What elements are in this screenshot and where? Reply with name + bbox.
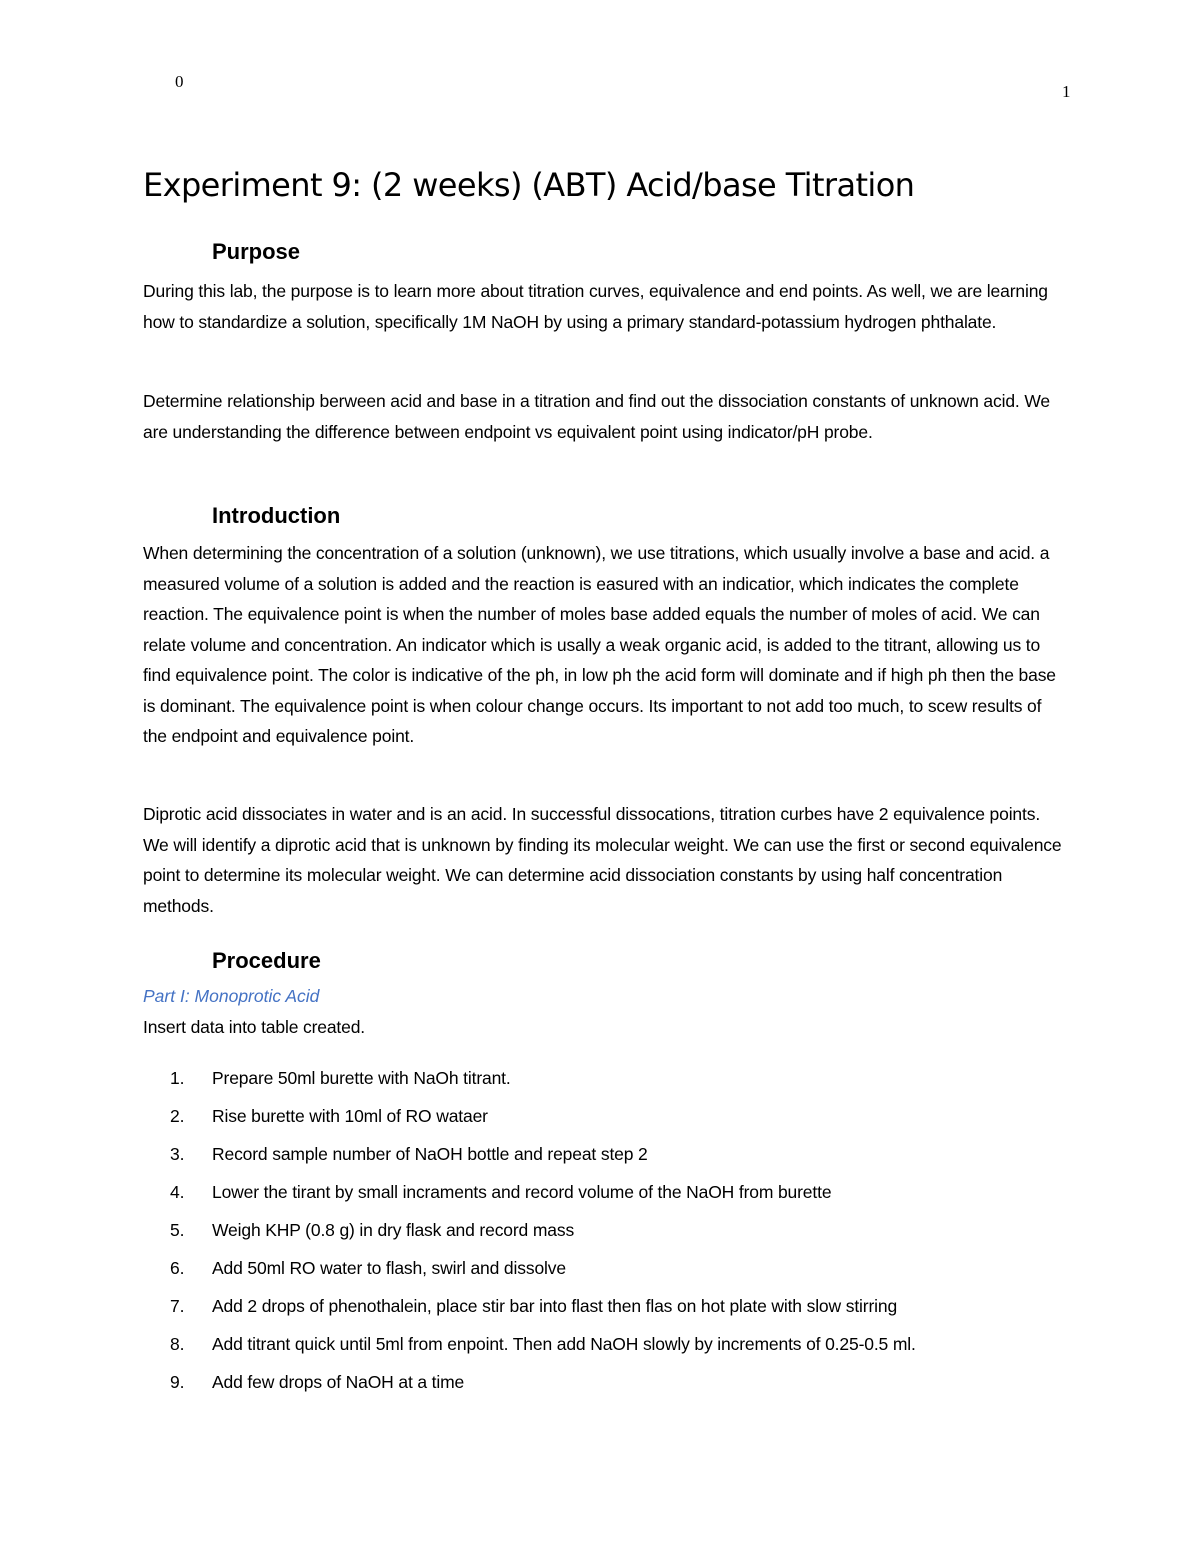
procedure-intro: Insert data into table created. <box>143 1017 366 1037</box>
step-text: Rise burette with 10ml of RO wataer <box>212 1106 488 1126</box>
document-title: Experiment 9: (2 weeks) (ABT) Acid/base Titration <box>143 166 915 204</box>
procedure-step <box>0 1101 1200 1139</box>
step-text: Add titrant quick until 5ml from enpoint. Then add NaOH slowly by increments of 0.25-0.5 ml. <box>212 1334 916 1354</box>
step-number: 9. <box>170 1372 185 1392</box>
purpose-paragraph-1: During this lab, the purpose is to learn more about titration curves, equivalence and end points. As well, we are learning how to standardize a solution, specifically 1M NaOH by using a primary standard-potassium hydrogen phthalate. <box>143 281 1048 332</box>
step-number: 6. <box>170 1258 185 1278</box>
procedure-steps-list <box>0 1063 1200 1405</box>
procedure-step <box>0 1215 1200 1253</box>
introduction-heading: Introduction <box>212 503 341 528</box>
step-number: 3. <box>170 1144 185 1164</box>
step-text: Prepare 50ml burette with NaOh titrant. <box>212 1068 511 1088</box>
step-number: 4. <box>170 1182 185 1202</box>
procedure-step <box>0 1063 1200 1101</box>
step-text: Lower the tirant by small incraments and record volume of the NaOH from burette <box>212 1182 832 1202</box>
step-text: Add 2 drops of phenothalein, place stir bar into flast then flas on hot plate with slow stirring <box>212 1296 898 1316</box>
page-number-left: 0 <box>175 72 184 91</box>
procedure-step <box>0 1253 1200 1291</box>
procedure-step <box>0 1329 1200 1367</box>
procedure-heading: Procedure <box>212 948 321 973</box>
introduction-paragraph-1: When determining the concentration of a solution (unknown), we use titrations, which usually involve a base and acid. a measured volume of a solution is added and the reaction is easured with an indicatior, which indicates the complete reaction. The equivalence point is when the number of moles base added equals the number of moles of acid. We can relate volume and concentration. An indicator which is usally a weak organic acid, is added to the titrant, allowing us to find equivalence point. The color is indicative of the ph, in low ph the acid form will dominate and if high ph then the base is dominant. The equivalence point is when colour change occurs. Its important to not add too much, to scew results of the endpoint and equivalence point. <box>143 543 1056 746</box>
introduction-paragraph-2: Diprotic acid dissociates in water and is an acid. In successful dissocations, titration curbes have 2 equivalence points. We will identify a diprotic acid that is unknown by finding its molecular weight. We can use the first or second equivalence point to determine its molecular weight. We can determine acid dissociation constants by using half concentration methods. <box>143 804 1062 916</box>
purpose-heading: Purpose <box>212 239 301 264</box>
step-number: 2. <box>170 1106 185 1126</box>
step-text: Add 50ml RO water to flash, swirl and dissolve <box>212 1258 566 1278</box>
step-number: 5. <box>170 1220 185 1240</box>
step-number: 7. <box>170 1296 185 1316</box>
procedure-step <box>0 1367 1200 1405</box>
step-text: Record sample number of NaOH bottle and repeat step 2 <box>212 1144 648 1164</box>
procedure-step <box>0 1139 1200 1177</box>
step-text: Weigh KHP (0.8 g) in dry flask and record mass <box>212 1220 575 1240</box>
step-text: Add few drops of NaOH at a time <box>212 1372 465 1392</box>
step-number: 8. <box>170 1334 185 1354</box>
page-number-right: 1 <box>1062 82 1071 101</box>
procedure-step <box>0 1177 1200 1215</box>
procedure-step <box>0 1291 1200 1329</box>
step-number: 1. <box>170 1068 185 1088</box>
part-one-heading: Part I: Monoprotic Acid <box>143 986 320 1006</box>
purpose-paragraph-2: Determine relationship berween acid and base in a titration and find out the dissociation constants of unknown acid. We are understanding the difference between endpoint vs equivalent point using indicator/pH probe. <box>143 391 1050 442</box>
